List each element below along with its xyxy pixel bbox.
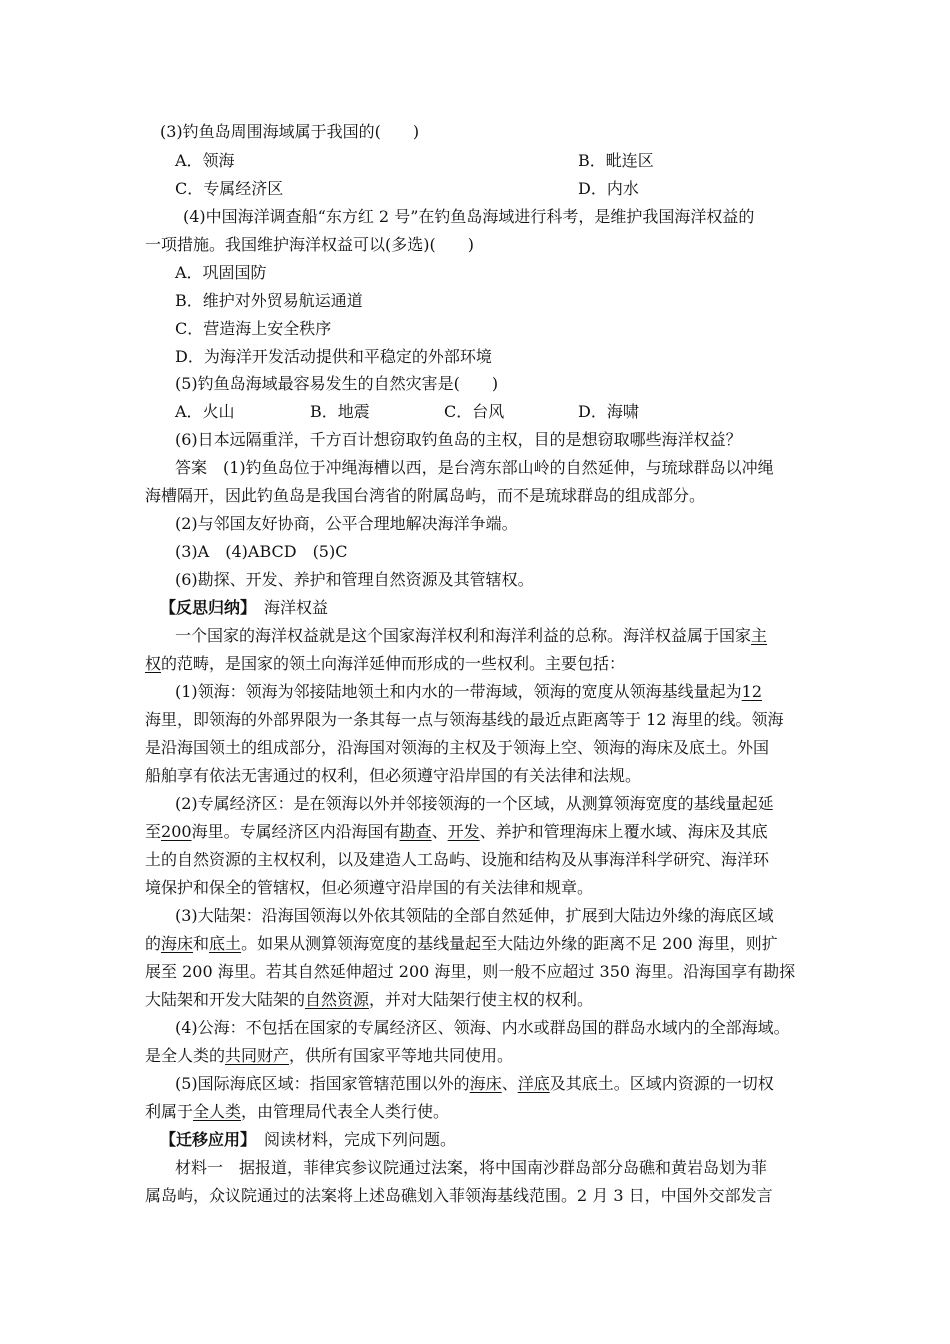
reflect-p1-line1: 一个国家的海洋权益就是这个国家海洋权利和海洋利益的总称。海洋权益属于国家主 bbox=[175, 626, 768, 645]
q4-option-d: D．为海洋开发活动提供和平稳定的外部环境 bbox=[175, 347, 492, 366]
underlined-term: 底土 bbox=[209, 934, 242, 953]
underlined-term: 共同财产 bbox=[225, 1046, 290, 1065]
reflect-p1-line2: 权的范畴，是国家的领土向海洋延伸而形成的一些权利。主要包括： bbox=[145, 654, 626, 673]
territorial-sea-line2: 海里，即领海的外部界限为一条其每一点与领海基线的最近点距离等于 12 海里的线。领海 bbox=[145, 710, 784, 729]
high-seas-line2: 是全人类的共同财产，供所有国家平等地共同使用。 bbox=[145, 1046, 514, 1065]
q4-option-c: C．营造海上安全秩序 bbox=[175, 319, 332, 338]
eez-line3: 土的自然资源的主权权利，以及建造人工岛屿、设施和结构及从事海洋科学研究、海洋环 bbox=[145, 850, 770, 869]
answer-line2: 海槽隔开，因此钓鱼岛是我国台湾省的附属岛屿，而不是琉球群岛的组成部分。 bbox=[145, 486, 706, 505]
territorial-sea-line1: (1)领海：领海为邻接陆地领土和内水的一带海域，领海的宽度从领海基线量起为12 bbox=[175, 682, 763, 701]
q6-stem: (6)日本远隔重洋，千方百计想窃取钓鱼岛的主权，目的是想窃取哪些海洋权益？ bbox=[175, 430, 742, 449]
underlined-term: 勘查 bbox=[399, 822, 432, 841]
answer-line5: (6)勘探、开发、养护和管理自然资源及其管辖权。 bbox=[175, 570, 534, 589]
q5-option-d: D．海啸 bbox=[578, 402, 639, 421]
reflect-heading bbox=[160, 598, 328, 618]
q3-option-a: A．领海 bbox=[175, 151, 235, 170]
underlined-term: 海床 bbox=[161, 934, 194, 953]
transfer-title: 阅读材料，完成下列问题。 bbox=[264, 1130, 457, 1149]
transfer-heading bbox=[160, 1130, 456, 1150]
q5-option-b: B．地震 bbox=[310, 402, 370, 421]
answer-line4: (3)A (4)ABCD (5)C bbox=[175, 542, 348, 561]
shelf-line4: 大陆架和开发大陆架的自然资源，并对大陆架行使主权的权利。 bbox=[145, 990, 594, 1009]
underlined-term: 自然资源 bbox=[305, 990, 370, 1009]
q3-option-b: B．毗连区 bbox=[578, 151, 654, 170]
shelf-line2: 的海床和底土。如果从测算领海宽度的基线量起至大陆边外缘的距离不足 200 海里，则扩 bbox=[145, 934, 778, 953]
underlined-term: 洋底 bbox=[517, 1074, 550, 1093]
answer-line3: (2)与邻国友好协商，公平合理地解决海洋争端。 bbox=[175, 514, 518, 533]
underlined-term: 开发 bbox=[447, 822, 480, 841]
seabed-area-line1: (5)国际海底区域：指国家管辖范围以外的海床、洋底及其底土。区域内资源的一切权 bbox=[175, 1074, 774, 1093]
shelf-line1: (3)大陆架：沿海国领海以外依其领陆的全部自然延伸，扩展到大陆边外缘的海底区域 bbox=[175, 906, 774, 925]
q3-option-c: C．专属经济区 bbox=[175, 179, 284, 198]
q5-option-c: C．台风 bbox=[444, 402, 505, 421]
underlined-term: 12 bbox=[741, 682, 763, 701]
q4-option-a: A．巩固国防 bbox=[175, 263, 267, 282]
q3-option-d: D．内水 bbox=[578, 179, 639, 198]
material1-line2: 属岛屿，众议院通过的法案将上述岛礁划入菲领海基线范围。2 月 3 日，中国外交部发言 bbox=[145, 1186, 773, 1205]
territorial-sea-line3: 是沿海国领土的组成部分，沿海国对领海的主权及于领海上空、领海的海床及底土。外国 bbox=[145, 738, 770, 757]
eez-line1: (2)专属经济区：是在领海以外并邻接领海的一个区域，从测算领海宽度的基线量起延 bbox=[175, 794, 774, 813]
eez-line2: 至200海里。专属经济区内沿海国有勘查、开发、养护和管理海床上覆水域、海床及其底 bbox=[145, 822, 768, 841]
underlined-term: 全人类 bbox=[193, 1102, 242, 1121]
q4-stem-line2: 一项措施。我国维护海洋权益可以(多选)( ) bbox=[145, 235, 474, 254]
q5-stem: (5)钓鱼岛海域最容易发生的自然灾害是( ) bbox=[175, 374, 499, 393]
shelf-line3: 展至 200 海里。若其自然延伸超过 200 海里，则一般不应超过 350 海里。沿海国享有勘探 bbox=[145, 962, 796, 981]
material1-line1: 材料一 据报道，菲律宾参议院通过法案，将中国南沙群岛部分岛礁和黄岩岛划为菲 bbox=[175, 1158, 768, 1177]
territorial-sea-line4: 船舶享有依法无害通过的权利，但必须遵守沿岸国的有关法律和法规。 bbox=[145, 766, 642, 785]
underlined-term: 权 bbox=[145, 654, 162, 673]
eez-line4: 境保护和保全的管辖权，但必须遵守沿岸国的有关法律和规章。 bbox=[145, 878, 594, 897]
reflect-label: 【反思归纳】 bbox=[160, 598, 257, 617]
q4-stem-line1: (4)中国海洋调查船“东方红 2 号”在钓鱼岛海域进行科考，是维护我国海洋权益的 bbox=[183, 207, 755, 226]
seabed-area-line2: 利属于全人类，由管理局代表全人类行使。 bbox=[145, 1102, 450, 1121]
high-seas-line1: (4)公海：不包括在国家的专属经济区、领海、内水或群岛国的群岛水域内的全部海域。 bbox=[175, 1018, 790, 1037]
q4-option-b: B．维护对外贸易航运通道 bbox=[175, 291, 363, 310]
q3-stem: (3)钓鱼岛周围海域属于我国的( ) bbox=[160, 122, 420, 141]
transfer-label: 【迁移应用】 bbox=[160, 1130, 257, 1149]
underlined-term: 主 bbox=[751, 626, 768, 645]
underlined-term: 海床 bbox=[469, 1074, 502, 1093]
underlined-term: 200 bbox=[161, 822, 192, 841]
q5-option-a: A．火山 bbox=[175, 402, 235, 421]
reflect-title: 海洋权益 bbox=[264, 598, 329, 617]
answer-line1: 答案 (1)钓鱼岛位于冲绳海槽以西，是台湾东部山岭的自然延伸，与琉球群岛以冲绳 bbox=[175, 458, 774, 477]
